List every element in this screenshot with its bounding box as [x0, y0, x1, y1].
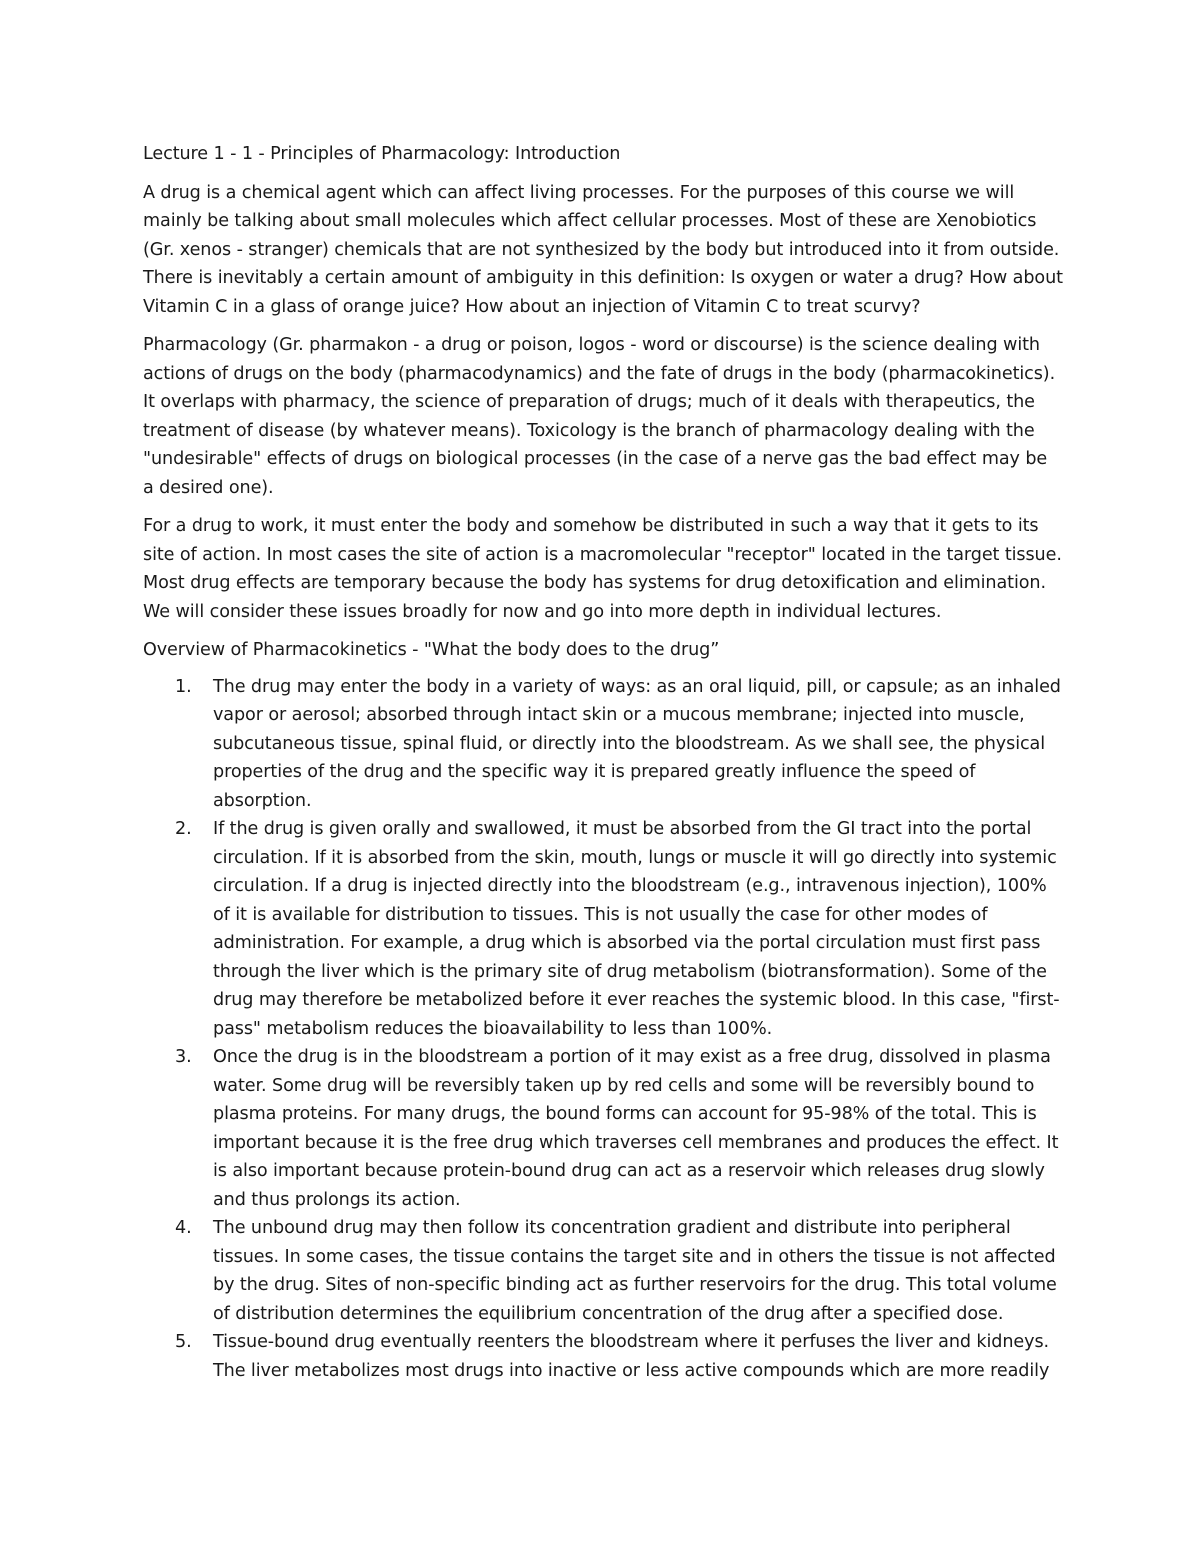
- list-item-text: If the drug is given orally and swallowed, it must be absorbed from the GI tract into the portal circulation. If it is absorbed from the skin, mouth, lungs or muscle it will go directly into systemic circulation. If a drug is injected directly into the bloodstream (e.g., intravenous injection), 100% of it is available for distribution to tissues. This is not usually the case for other modes of administration. For example, a drug which is absorbed via the portal circulation must first pass through the liver which is the primary site of drug metabolism (biotransformation). Some of the drug may therefore be metabolized before it ever reaches the systemic blood. In this case, "first-pass" metabolism reduces the bioavailability to less than 100%.: [213, 819, 1060, 1039]
- section-heading-pharmacokinetics: Overview of Pharmacokinetics - "What the body does to the drug”: [143, 640, 720, 660]
- list-item: [143, 1214, 1063, 1328]
- list-item: [143, 1043, 1063, 1214]
- document-title: Lecture 1 - 1 - Principles of Pharmacology: Introduction: [143, 144, 621, 164]
- paragraph-pharmacology-definition: Pharmacology (Gr. pharmakon - a drug or poison, logos - word or discourse) is the science dealing with actions of drugs on the body (pharmacodynamics) and the fate of drugs in the body (pharmacokinetics). It overlaps with pharmacy, the science of preparation of drugs; much of it deals with therapeutics, the treatment of disease (by whatever means). Toxicology is the branch of pharmacology dealing with the "undesirable" effects of drugs on biological processes (in the case of a nerve gas the bad effect may be a desired one).: [143, 335, 1056, 498]
- paragraph-drug-definition: A drug is a chemical agent which can affect living processes. For the purposes of this course we will mainly be talking about small molecules which affect cellular processes. Most of these are Xenobiotics (Gr. xenos - stranger) chemicals that are not synthesized by the body but introduced into it from outside. There is inevitably a certain amount of ambiguity in this definition: Is oxygen or water a drug? How about Vitamin C in a glass of orange juice? How about an injection of Vitamin C to treat scurvy?: [143, 182, 1063, 317]
- list-item: [143, 673, 1063, 816]
- list-item-number: 5.: [175, 1332, 192, 1352]
- list-item-text: The unbound drug may then follow its concentration gradient and distribute into peripheral tissues. In some cases, the tissue contains the target site and in others the tissue is not affected by the drug. Sites of non-specific binding act as further reservoirs for the drug. This total volume of distribution determines the equilibrium concentration of the drug after a specified dose.: [213, 1218, 1057, 1324]
- list-item-number: 2.: [175, 819, 192, 839]
- list-item: [143, 1328, 1063, 1385]
- list-item: [143, 815, 1063, 1043]
- paragraph-drug-action: For a drug to work, it must enter the body and somehow be distributed in such a way that it gets to its site of action. In most cases the site of action is a macromolecular "receptor" located in the target tissue. Most drug effects are temporary because the body has systems for drug detoxification and elimination. We will consider these issues broadly for now and go into more depth in individual lectures.: [143, 516, 1062, 622]
- list-item-number: 4.: [175, 1218, 192, 1238]
- pharmacokinetics-list: [143, 673, 1063, 1386]
- list-item-number: 1.: [175, 676, 192, 697]
- list-item-text: Once the drug is in the bloodstream a portion of it may exist as a free drug, dissolved in plasma water. Some drug will be reversibly taken up by red cells and some will be reversibly bound to plasma proteins. For many drugs, the bound forms can account for 95-98% of the total. This is important because it is the free drug which traverses cell membranes and produces the effect. It is also important because protein-bound drug can act as a reservoir which releases drug slowly and thus prolongs its action.: [213, 1047, 1059, 1210]
- list-item-text: The drug may enter the body in a variety of ways: as an oral liquid, pill, or capsule; as an inhaled vapor or aerosol; absorbed through intact skin or a mucous membrane; injected into muscle, subcutaneous tissue, spinal fluid, or directly into the bloodstream. As we shall see, the physical properties of the drug and the specific way it is prepared greatly influence the speed of absorption.: [213, 676, 1061, 811]
- list-item-text: Tissue-bound drug eventually reenters the bloodstream where it perfuses the liver and kidneys. The liver metabolizes most drugs into inactive or less active compounds which are more readily: [213, 1332, 1050, 1381]
- document-page: [143, 140, 1063, 1385]
- list-item-number: 3.: [175, 1047, 192, 1067]
